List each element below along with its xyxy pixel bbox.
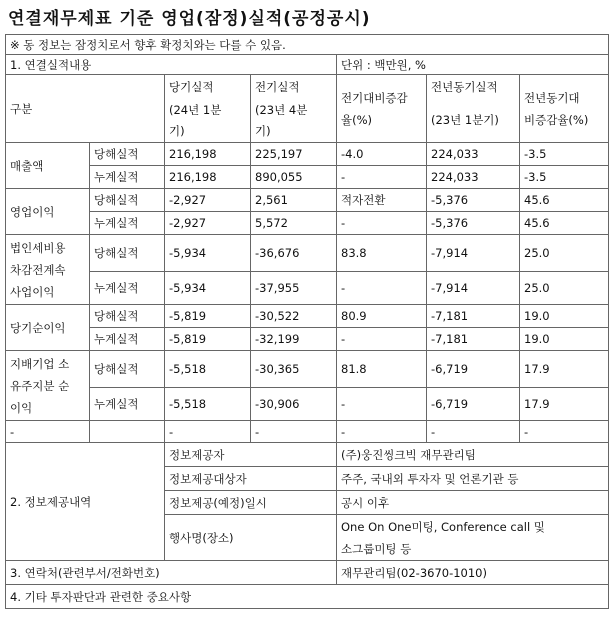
table-cell: 2,561 xyxy=(251,189,337,212)
dash-cell xyxy=(90,421,165,443)
table-cell: -5,819 xyxy=(165,328,251,351)
table-cell: -3.5 xyxy=(520,166,609,189)
info-value-target: 주주, 국내외 투자자 및 언론기관 등 xyxy=(337,467,609,491)
table-cell: -7,181 xyxy=(427,305,520,328)
table-cell: 216,198 xyxy=(165,143,251,166)
table-cell: -37,955 xyxy=(251,272,337,305)
table-cell: -2,927 xyxy=(165,189,251,212)
row-name-line: 법인세비용 xyxy=(10,240,66,255)
page-title: 연결재무제표 기준 영업(잠정)실적(공정공시) xyxy=(8,9,371,29)
row-name-net-income: 당기순이익 xyxy=(6,305,90,351)
table-cell: - xyxy=(337,328,427,351)
row-name-line: 차감전계속 xyxy=(10,262,66,277)
row-name-line: 이익 xyxy=(10,400,33,415)
header-current-line3: 기) xyxy=(165,121,251,143)
header-yoy-rate xyxy=(520,75,609,143)
table-cell: - xyxy=(337,388,427,421)
section3-label: 3. 연락처(관련부서/전화번호) xyxy=(6,561,337,585)
contact-value: 재무관리팀(02-3670-1010) xyxy=(337,561,609,585)
table-cell: -6,719 xyxy=(427,351,520,388)
table-cell: 890,055 xyxy=(251,166,337,189)
table-cell: 25.0 xyxy=(520,235,609,272)
dash-cell: - xyxy=(337,421,427,443)
table-cell: -7,181 xyxy=(427,328,520,351)
section4-label: 4. 기타 투자판단과 관련한 중요사항 xyxy=(6,585,609,609)
sub-label: 누계실적 xyxy=(90,212,165,235)
table-cell: 17.9 xyxy=(520,388,609,421)
dash-cell: - xyxy=(6,421,90,443)
header-previous-line1: 전기실적 xyxy=(251,75,337,99)
header-current-line1: 당기실적 xyxy=(165,75,251,99)
earnings-table xyxy=(5,34,609,609)
table-cell: -30,906 xyxy=(251,388,337,421)
table-cell: 5,572 xyxy=(251,212,337,235)
table-cell: -5,376 xyxy=(427,212,520,235)
table-cell: 225,197 xyxy=(251,143,337,166)
dash-cell: - xyxy=(251,421,337,443)
row-name-pretax-income xyxy=(6,235,90,305)
info-value-event xyxy=(337,515,609,561)
table-cell: -5,819 xyxy=(165,305,251,328)
notice-text: ※ 동 정보는 잠정치로서 향후 확정치와는 다를 수 있음. xyxy=(6,35,609,55)
table-cell: -2,927 xyxy=(165,212,251,235)
header-qoq-line1: 전기대비증감 xyxy=(341,90,408,105)
info-value-provider: (주)웅진씽크빅 재무관리팀 xyxy=(337,443,609,467)
sub-label: 누계실적 xyxy=(90,328,165,351)
dash-cell: - xyxy=(427,421,520,443)
info-key-date: 정보제공(예정)일시 xyxy=(165,491,337,515)
info-value-line: 소그룹미팅 등 xyxy=(341,541,412,556)
info-key-event: 행사명(장소) xyxy=(165,515,337,561)
table-cell: -5,934 xyxy=(165,235,251,272)
row-name-controlling-net-income xyxy=(6,351,90,421)
table-cell: 적자전환 xyxy=(337,189,427,212)
header-current-line2: (24년 1분 xyxy=(165,99,251,121)
dash-cell: - xyxy=(165,421,251,443)
table-cell: -30,522 xyxy=(251,305,337,328)
sub-label: 누계실적 xyxy=(90,388,165,421)
sub-label: 누계실적 xyxy=(90,166,165,189)
info-value-line: One On One미팅, Conference call 및 xyxy=(341,519,545,534)
row-name-revenue: 매출액 xyxy=(6,143,90,189)
header-qoq-line2: 율(%) xyxy=(341,112,373,127)
table-cell: 19.0 xyxy=(520,305,609,328)
header-qoq xyxy=(337,75,427,143)
section1-label: 1. 연결실적내용 xyxy=(6,55,337,75)
table-cell: 25.0 xyxy=(520,272,609,305)
table-cell: -5,934 xyxy=(165,272,251,305)
table-cell: -4.0 xyxy=(337,143,427,166)
header-yoy-period-line1: 전년동기실적 xyxy=(427,75,520,99)
table-cell: - xyxy=(337,212,427,235)
table-cell: -5,518 xyxy=(165,351,251,388)
table-cell: 216,198 xyxy=(165,166,251,189)
table-cell: -7,914 xyxy=(427,235,520,272)
unit-label: 단위 : 백만원, % xyxy=(337,55,609,75)
table-cell: 80.9 xyxy=(337,305,427,328)
sub-label: 당해실적 xyxy=(90,143,165,166)
table-cell: - xyxy=(337,272,427,305)
sub-label: 당해실적 xyxy=(90,235,165,272)
table-cell: 19.0 xyxy=(520,328,609,351)
table-cell: -3.5 xyxy=(520,143,609,166)
table-cell: -5,376 xyxy=(427,189,520,212)
section2-label: 2. 정보제공내역 xyxy=(6,443,165,561)
table-cell: -6,719 xyxy=(427,388,520,421)
table-cell: 224,033 xyxy=(427,166,520,189)
row-name-operating-profit: 영업이익 xyxy=(6,189,90,235)
sub-label: 당해실적 xyxy=(90,351,165,388)
table-cell: 224,033 xyxy=(427,143,520,166)
header-previous-line2: (23년 4분 xyxy=(251,99,337,121)
table-cell: -32,199 xyxy=(251,328,337,351)
info-key-provider: 정보제공자 xyxy=(165,443,337,467)
dash-cell: - xyxy=(520,421,609,443)
table-cell: -7,914 xyxy=(427,272,520,305)
row-name-line: 유주지분 순 xyxy=(10,378,70,393)
row-name-line: 사업이익 xyxy=(10,284,55,299)
row-name-line: 지배기업 소 xyxy=(10,356,70,371)
table-cell: - xyxy=(337,166,427,189)
table-cell: 45.6 xyxy=(520,212,609,235)
header-yoy-rate-line1: 전년동기대 xyxy=(524,90,580,105)
header-yoy-period-line2: (23년 1분기) xyxy=(427,99,520,143)
table-cell: -5,518 xyxy=(165,388,251,421)
sub-label: 당해실적 xyxy=(90,305,165,328)
header-yoy-rate-line2: 비증감율(%) xyxy=(524,112,589,127)
info-key-target: 정보제공대상자 xyxy=(165,467,337,491)
sub-label: 누계실적 xyxy=(90,272,165,305)
table-cell: 45.6 xyxy=(520,189,609,212)
table-cell: 17.9 xyxy=(520,351,609,388)
table-cell: 83.8 xyxy=(337,235,427,272)
table-cell: -36,676 xyxy=(251,235,337,272)
info-value-date: 공시 이후 xyxy=(337,491,609,515)
sub-label: 당해실적 xyxy=(90,189,165,212)
table-cell: 81.8 xyxy=(337,351,427,388)
header-category: 구분 xyxy=(6,75,165,143)
header-previous-line3: 기) xyxy=(251,121,337,143)
table-cell: -30,365 xyxy=(251,351,337,388)
